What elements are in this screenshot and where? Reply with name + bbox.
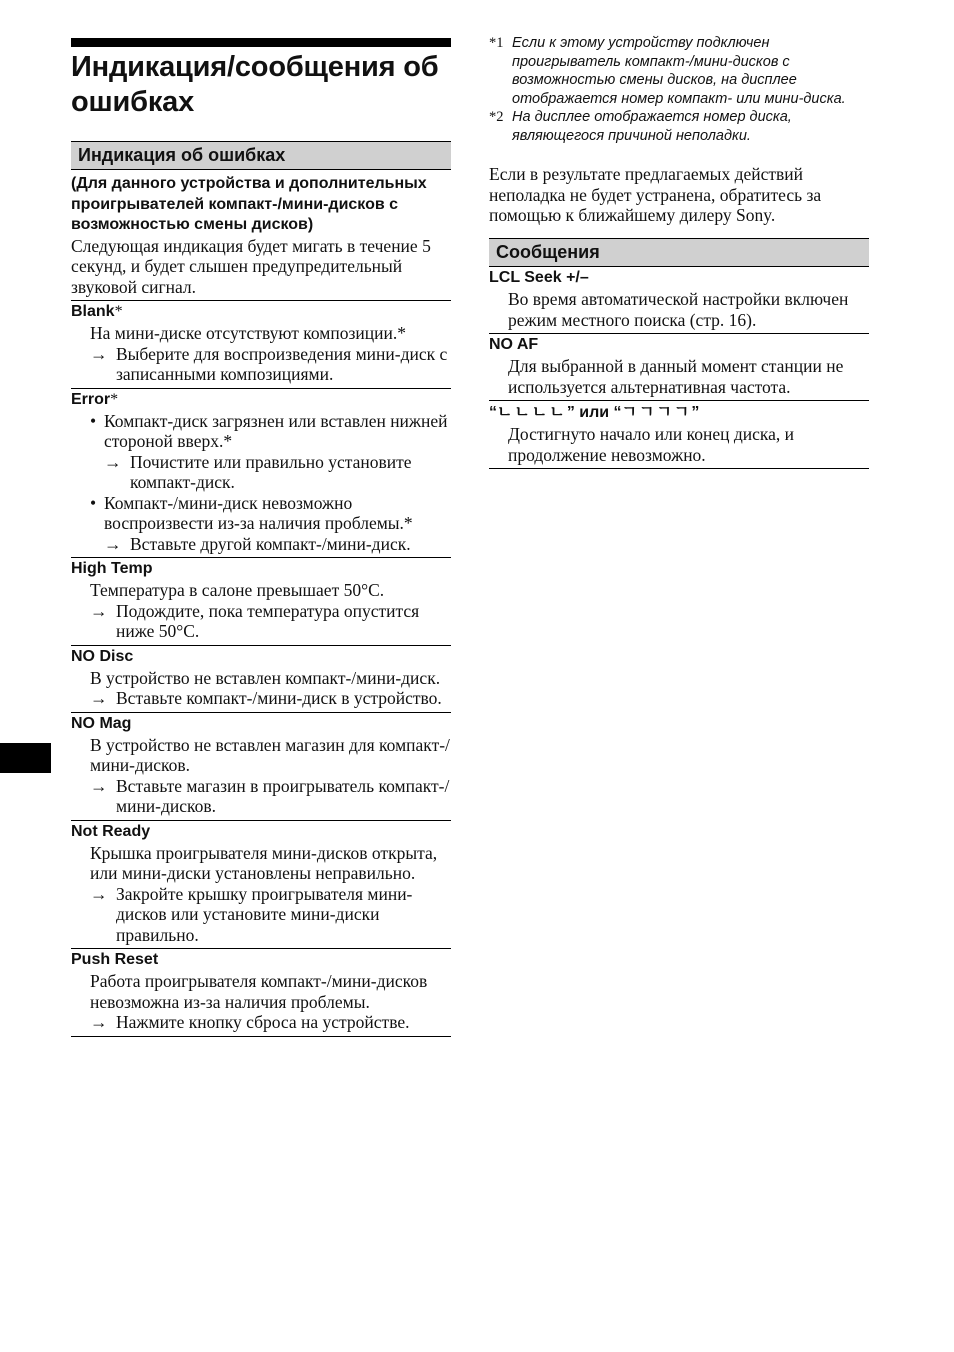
- entry-name: NO Mag: [71, 714, 132, 732]
- entry-action: → Подождите, пока температура опустится ниже 50°C.: [90, 600, 420, 641]
- footnote-star: *: [110, 390, 119, 408]
- entry-name: Error: [71, 390, 111, 408]
- errors-subtitle: (Для данного устройства и дополнительных проигрывателей компакт-/мини-дисков с возможностью смены дисков): [71, 175, 427, 233]
- error-entry-error: [71, 389, 451, 559]
- entry-description: В устройство не вставлен магазин для компакт-/мини-дисков.: [90, 734, 450, 775]
- entry-description: Температура в салоне превышает 50°C.: [90, 580, 385, 600]
- entry-name: LCL Seek +/–: [489, 269, 589, 286]
- arrow-icon: →: [90, 600, 108, 621]
- entry-description: На мини-диске отсутствуют композиции.*: [90, 323, 406, 343]
- entry-description: Достигнуто начало или конец диска, и продолжение невозможно.: [508, 424, 794, 465]
- entry-name: NO Disc: [71, 647, 134, 665]
- error-entry-not-ready: [71, 821, 451, 950]
- entry-name: Push Reset: [71, 951, 159, 968]
- arrow-icon: →: [90, 1012, 108, 1032]
- arrow-icon: →: [90, 343, 108, 364]
- entry-cause-1: • Компакт-диск загрязнен или вставлен нижней стороной вверх.* → Почистите или правильно установите компакт-диск.: [90, 411, 451, 493]
- bullet-icon: •: [90, 492, 97, 513]
- error-entry-no-mag: [71, 713, 451, 821]
- footnote-1: *1 Если к этому устройству подключен проигрыватель компакт-/мини-дисков с возможностью смены дисков, на дисплее отображается номер компакт- или мини-диска.: [489, 35, 846, 107]
- errors-section: [71, 141, 451, 1037]
- entry-description: В устройство не вставлен компакт-/мини-диск.: [90, 667, 441, 688]
- entry-action: → Вставьте компакт-/мини-диск в устройство.: [90, 688, 442, 708]
- segment-display-label: “ㄴㄴㄴㄴ” или “ㄱㄱㄱㄱ”: [489, 402, 700, 421]
- bullet-icon: •: [90, 410, 97, 431]
- footnotes: [489, 34, 869, 145]
- footnote-mark: *1: [489, 35, 504, 51]
- segment-start-icon: ㄴㄴㄴㄴ: [497, 402, 567, 421]
- message-entry-lcl-seek: [489, 267, 869, 334]
- arrow-icon: →: [90, 688, 108, 708]
- entry-name: NO AF: [489, 336, 539, 353]
- dealer-note: Если в результате предлагаемых действий неполадка не будет устранена, обратитесь за помощью к ближайшему дилеру Sony.: [489, 164, 822, 225]
- entry-cause-2: • Компакт-/мини-диск невозможно воспроизвести из-за наличия проблемы.* → Вставьте другой компакт-/мини-диск.: [90, 493, 451, 555]
- messages-section-heading: Сообщения: [489, 238, 869, 267]
- entry-action: → Закройте крышку проигрывателя мини-дисков или установите мини-диски правильно.: [90, 883, 413, 945]
- errors-section-heading: Индикация об ошибках: [71, 141, 451, 170]
- footnote-star: *: [114, 303, 123, 320]
- message-entry-disc-limit: [489, 401, 869, 469]
- entry-action: → Выберите для воспроизведения мини-диск с записанными композициями.: [90, 343, 448, 384]
- entry-action-2: → Вставьте другой компакт-/мини-диск.: [104, 533, 411, 554]
- message-entry-no-af: [489, 334, 869, 401]
- segment-end-icon: ㄱㄱㄱㄱ: [621, 402, 692, 421]
- error-entry-no-disc: [71, 646, 451, 713]
- arrow-icon: →: [104, 451, 122, 472]
- entry-name: Not Ready: [71, 822, 151, 840]
- arrow-icon: →: [90, 775, 108, 796]
- page-title: Индикация/сообщения об ошибках: [71, 51, 439, 118]
- entry-action: → Нажмите кнопку сброса на устройстве.: [90, 1012, 410, 1032]
- entry-action-1: → Почистите или правильно установите компакт-диск.: [104, 451, 412, 492]
- entry-description: Крышка проигрывателя мини-дисков открыта, или мини-диски установлены неправильно.: [90, 842, 438, 883]
- messages-section: [489, 238, 869, 469]
- entry-description: Во время автоматической настройки включен режим местного поиска (стр. 16).: [508, 289, 849, 330]
- arrow-icon: →: [90, 883, 108, 904]
- entry-description: Работа проигрывателя компакт-/мини-дисков невозможна из-за наличия проблемы.: [90, 971, 428, 1012]
- entry-description: Для выбранной в данный момент станции не используется альтернативная частота.: [508, 356, 844, 397]
- footnote-mark: *2: [489, 109, 504, 125]
- errors-intro: Следующая индикация будет мигать в течение 5 секунд, и будет слышен предупредительный звуковой сигнал.: [71, 236, 451, 302]
- error-entry-blank: [71, 301, 451, 389]
- entry-name: Blank: [71, 303, 115, 320]
- page-edge-tab: [0, 743, 51, 773]
- entry-action: → Вставьте магазин в проигрыватель компакт-/мини-дисков.: [90, 775, 450, 816]
- title-rule: [71, 38, 451, 47]
- error-entry-push-reset: [71, 949, 451, 1037]
- arrow-icon: →: [104, 533, 122, 554]
- entry-name: High Temp: [71, 560, 153, 577]
- footnote-2: *2 На дисплее отображается номер диска, являющегося причиной неполадки.: [489, 109, 792, 144]
- error-entry-high-temp: [71, 558, 451, 646]
